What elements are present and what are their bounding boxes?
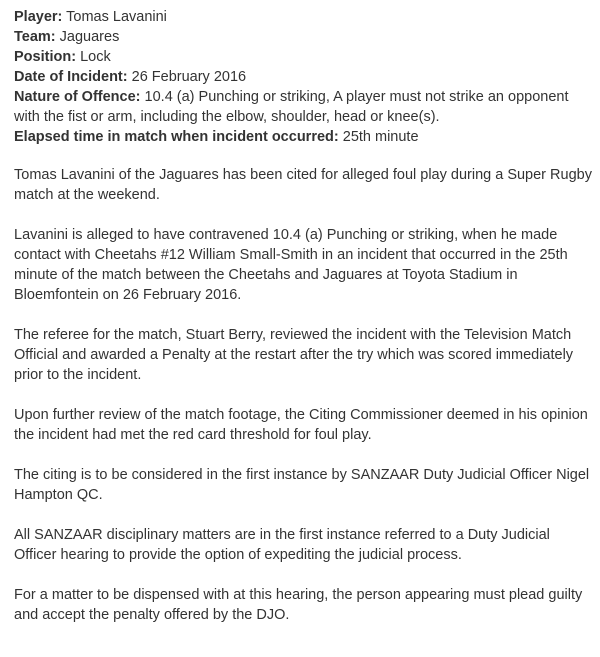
team-value: Jaguares [59,29,120,45]
elapsed-line [14,127,594,147]
date-value: 26 February 2016 [131,69,247,85]
offence-line [14,87,594,127]
paragraph-review: Upon further review of the match footage, the Citing Commissioner deemed in his opinion the incident had met the red card threshold for foul play. [14,407,588,443]
paragraph-cited: Tomas Lavanini of the Jaguares has been cited for alleged foul play during a Super Rugby match at the weekend. [14,167,592,203]
date-line [14,67,594,87]
elapsed-value: 25th minute [342,129,419,145]
position-value: Lock [80,49,111,65]
date-label: Date of Incident: [14,69,128,85]
team-line [14,27,594,47]
offence-value: 10.4 (a) Punching or striking, A player must not strike an opponent with the fist or arm, including the elbow, shoulder, head or knee(s). [14,89,569,125]
player-line [14,7,594,27]
position-label: Position: [14,49,77,65]
citing-document [14,7,594,625]
team-label: Team: [14,29,56,45]
position-line [14,47,594,67]
paragraph-hearing: For a matter to be dispensed with at this hearing, the person appearing must plead guilty and accept the penalty offered by the DJO. [14,587,583,623]
paragraph-disciplinary: All SANZAAR disciplinary matters are in the first instance referred to a Duty Judicial Officer hearing to provide the option of expediting the judicial process. [14,527,550,563]
player-value: Tomas Lavanini [66,9,167,25]
elapsed-label: Elapsed time in match when incident occurred: [14,129,339,145]
incident-facts [14,7,594,147]
paragraph-judicial-officer: The citing is to be considered in the first instance by SANZAAR Duty Judicial Officer Nigel Hampton QC. [14,467,590,503]
offence-label: Nature of Offence: [14,89,141,105]
paragraph-referee: The referee for the match, Stuart Berry, reviewed the incident with the Television Match Official and awarded a Penalty at the restart after the try which was scored immediately prior to the incident. [14,327,574,383]
paragraph-allegation: Lavanini is alleged to have contravened 10.4 (a) Punching or striking, when he made contact with Cheetahs #12 William Small-Smith in an incident that occurred in the 25th minute of the match between the Cheetahs and Jaguares at Toyota Stadium in Bloemfontein on 26 February 2016. [14,227,568,303]
player-label: Player: [14,9,63,25]
